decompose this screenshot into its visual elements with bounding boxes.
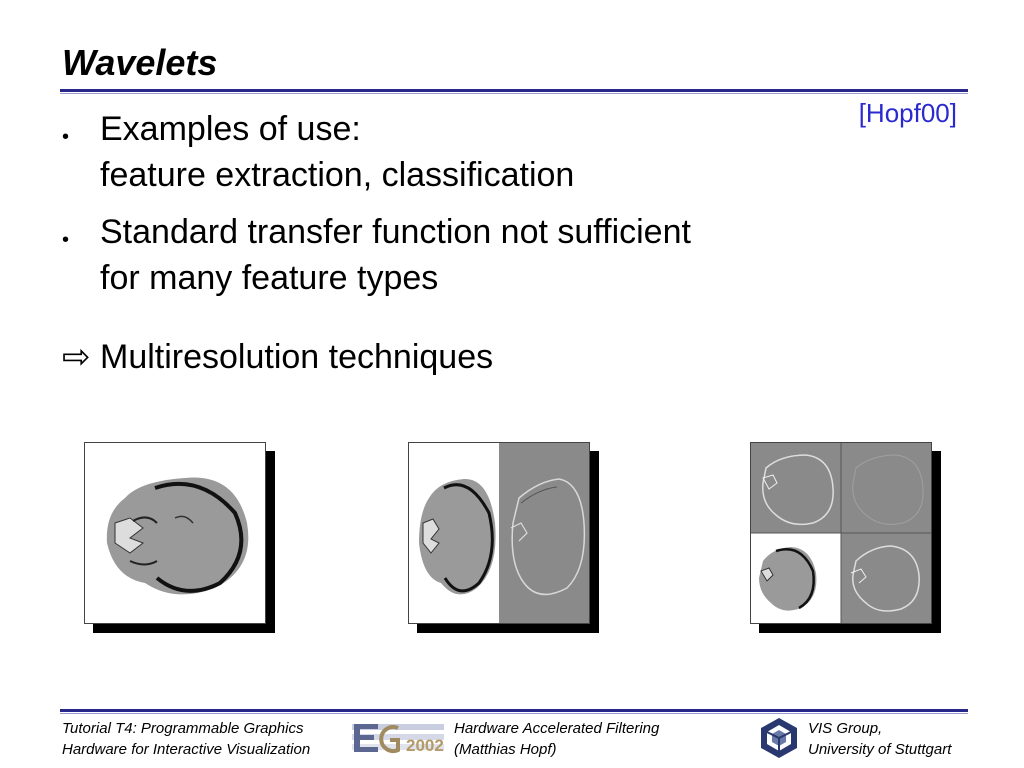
footer-right-line: University of Stuttgart [808,741,952,758]
footer-center [454,718,659,760]
conclusion-text: Multiresolution techniques [100,338,494,376]
vis-group-logo [757,716,801,760]
eg2002-logo [348,718,444,758]
logo-year: 2002 [406,736,444,755]
footer-center-line: Hardware Accelerated Filtering [454,720,660,737]
wavelet-image-level-2 [751,443,931,623]
figure-two-level [750,442,942,634]
footer-rule [60,709,968,712]
bullet-marker: • [62,126,70,148]
footer-right [808,718,951,760]
bullet-marker: • [62,229,70,251]
footer-right-line: VIS Group, [808,720,883,737]
footer-rule-thin [60,713,968,714]
footer-left-line: Tutorial T4: Programmable Graphics [62,720,304,737]
header-rule-thin [60,93,968,94]
citation: [Hopf00] [858,98,957,128]
arrow-right-icon: ⇨ [62,338,91,376]
figure-one-level [408,442,600,634]
ct-slice-image [85,443,265,623]
bullet-line: for many feature types [100,259,439,297]
footer-left [62,718,310,760]
footer-left-line: Hardware for Interactive Visualization [62,741,311,758]
slide-title: Wavelets [62,42,218,83]
bullet-line: Standard transfer function not sufficient [100,213,691,251]
wavelet-image-level-1 [409,443,589,623]
figure-original [84,442,276,634]
header-rule [60,89,968,92]
bullet-line: feature extraction, classification [100,156,575,194]
footer-center-line: (Matthias Hopf) [454,741,557,758]
bullet-line: Examples of use: [100,110,361,148]
